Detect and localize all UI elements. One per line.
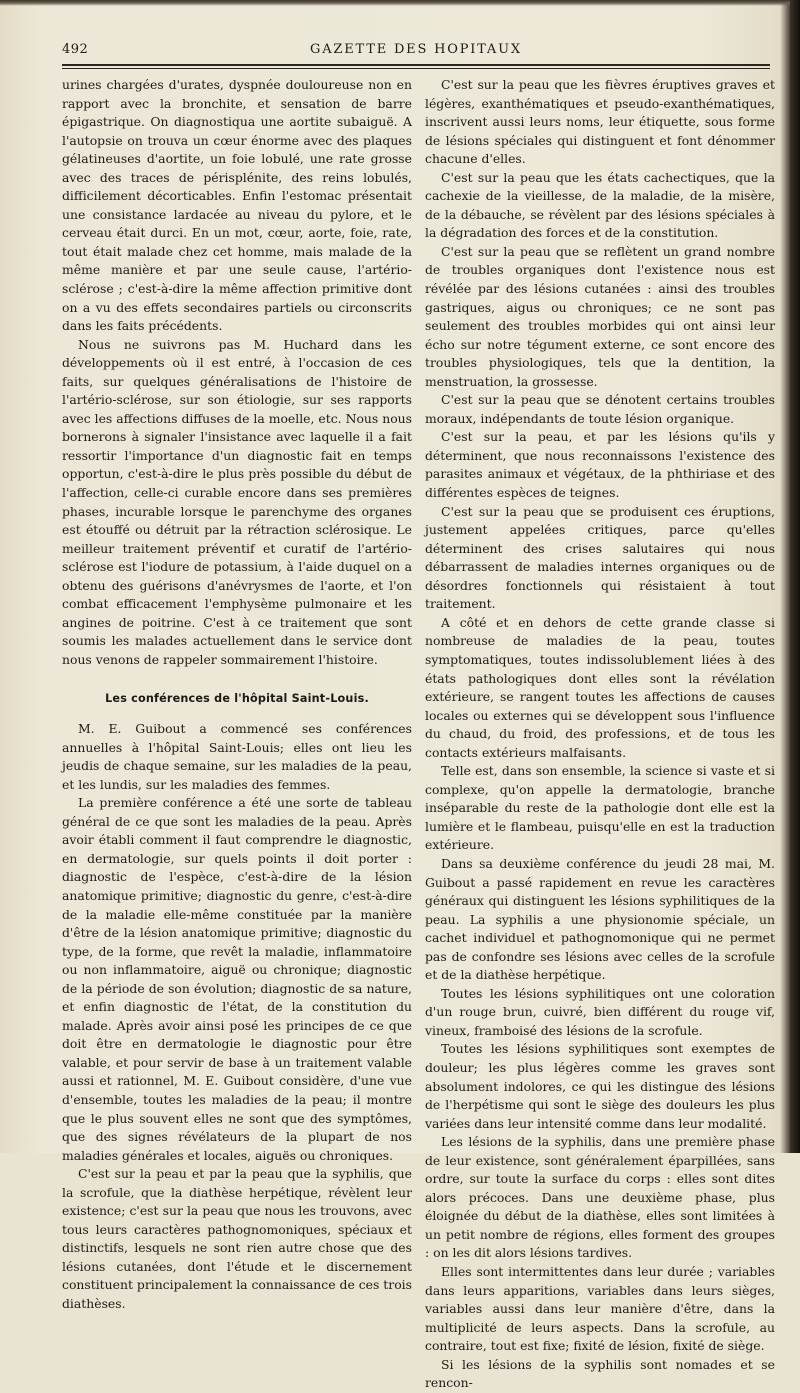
section-title: Les conférences de l'hôpital Saint-Louis.	[105, 691, 369, 705]
paragraph: M. E. Guibout a commencé ses conférences annuelles à l'hôpital Saint-Louis; elles ont lieu les jeudis de chaque semaine, sur les maladies de la peau, et les lundis, sur les maladies des femmes.	[62, 721, 412, 792]
paragraph: C'est sur la peau, et par les lésions qu'ils y déterminent, que nous reconnaissons l'existence des parasites animaux et végétaux, de la phthiriase et des différentes espèces de teignes.	[425, 429, 775, 501]
header-rule-thick	[62, 64, 770, 66]
paragraph: C'est sur la peau et par la peau que la syphilis, que la scrofule, que la diathèse herpétique, révèlent leur existence; c'est sur la peau que nous les trouvons, avec tous leurs caractères pathognomoniques, spéciaux et distinctifs, lesquels ne sont rien autre chose que des lésions cutanées, dont l'étude et le discernement constituent principalement la connaissance de ces trois diathèses.	[62, 1166, 412, 1311]
paragraph: Si les lésions de la syphilis sont nomades et se rencon-	[425, 1356, 775, 1391]
running-title: GAZETTE DES HOPITAUX	[310, 42, 522, 57]
header-rule-thin	[62, 68, 770, 69]
paragraph: C'est sur la peau que se produisent ces éruptions, justement appelées critiques, parce qu'elles déterminent des crises salutaires qui nous débarrassent de maladies internes organiques ou de désordres fonctionnels qui résistaient à tout traitement.	[425, 503, 775, 612]
paragraph: La première conférence a été une sorte de tableau général de ce que sont les maladies de la peau. Après avoir établi comment il faut comprendre le diagnostic, en dermatologie, sur quels points il doit porter : diagnostic de l'espèce, c'est-à-dire de la lésion anatomique primitive; diagnostic du genre, c'est-à-dire de la maladie elle-même constituée par la manière d'être de la lésion anatomique primitive; diagnostic du type, de la forme, que revêt la maladie, inflammatoire ou non inflammatoire, aiguë ou chronique; diagnostic de la période de son évolution; diagnostic de sa nature, et enfin diagnostic de l'état, de la constitution du malade. Après avoir ainsi posé les principes de ce que doit être en dermatologie le diagnostic pour être valable, et pour servir de base à un traitement valable aussi et rationnel, M. E. Guibout considère, d'une vue d'ensemble, toutes les maladies de la peau; il montre que le plus souvent elles ne sont que des symptômes, que des signes révélateurs de la plupart de nos maladies générales et locales, aiguës ou chroniques.	[62, 795, 412, 1163]
paragraph: C'est sur la peau que les fièvres éruptives graves et légères, exanthématiques et pseudo-exanthématiques, inscrivent aussi leurs noms, leur étiquette, sous forme de lésions spéciales qui distinguent et font dénommer chacune d'elles.	[425, 77, 775, 167]
paragraph: C'est sur la peau que se reflètent un grand nombre de troubles organiques dont l'existence nous est révélée par des lésions cutanées : ainsi des troubles gastriques, aigus ou chroniques; ce ne sont pas seulement des troubles morbides qui ont ainsi leur écho sur notre tégument externe, ce sont encore des troubles physiologiques, tels que la dentition, la menstruation, la grossesse.	[425, 243, 775, 389]
left-column	[62, 76, 412, 1314]
paragraph: C'est sur la peau que les états cachectiques, que la cachexie de la vieillesse, de la maladie, de la misère, de la débauche, se révèlent par des lésions spéciales à la dégradation des forces et de la constitution.	[425, 169, 775, 241]
paragraph: urines chargées d'urates, dyspnée douloureuse non en rapport avec la bronchite, et sensation de barre épigastrique. On diagnostiqua une aortite subaiguë. A l'autopsie on trouva un cœur énorme avec des plaques gélatineuses d'aortite, un foie lobulé, une rate grosse avec des traces de périsplénite, des reins lobulés, difficilement décorticables. Enfin l'estomac présentait une consistance lardacée au niveau du pylore, et le cerveau était durci. En un mot, cœur, aorte, foie, rate, tout était malade chez cet homme, mais malade de la même manière et par une seule cause, l'artério-sclérose ; c'est-à-dire la même affection primitive dont on a vu des effets secondaires partiels ou circonscrits dans les faits précédents.	[62, 77, 412, 334]
page-header	[62, 42, 770, 62]
paragraph: Telle est, dans son ensemble, la science si vaste et si complexe, qu'on appelle la dermatologie, branche inséparable du reste de la pathologie dont elle est la lumière et le flambeau, puisqu'elle en est la traduction extérieure.	[425, 763, 775, 853]
page-number: 492	[62, 42, 89, 57]
paragraph: Toutes les lésions syphilitiques sont exemptes de douleur; les plus légères comme les graves sont absolument indolores, ce qui les distingue des lésions de l'herpétisme qui sont le siège des douleurs les plus variées dans leur intensité comme dans leur modalité.	[425, 1041, 775, 1131]
paragraph: Toutes les lésions syphilitiques ont une coloration d'un rouge brun, cuivré, bien différent du rouge vif, vineux, framboisé des lésions de la scrofule.	[425, 985, 775, 1038]
paragraph: A côté et en dehors de cette grande classe si nombreuse de maladies de la peau, toutes symptomatiques, toutes indissolublement liées à des états pathologiques dont elles sont la révélation extérieure, se rangent toutes les affections de causes locales ou externes qui se développent sous l'influence du chaud, du froid, des professions, et de tous les contacts extérieurs malfaisants.	[425, 614, 775, 760]
paragraph: C'est sur la peau que se dénotent certains troubles moraux, indépendants de toute lésion organique.	[425, 392, 775, 426]
paragraph: Les lésions de la syphilis, dans une première phase de leur existence, sont généralement éparpillées, sans ordre, sur toute la surface du corps : elles sont dites alors précoces. Dans une deuxième phase, plus éloignée du début de la diathèse, elles sont limitées à un petit nombre de régions, elles forment des groupes : on les dit alors lésions tardives.	[425, 1134, 775, 1261]
paragraph: Elles sont intermittentes dans leur durée ; variables dans leurs apparitions, variables dans leurs sièges, variables aussi dans leur manière d'être, dans la multiplicité de leurs aspects. Dans la scrofule, au contraire, tout est fixe; fixité de lésion, fixité de siège.	[425, 1264, 775, 1354]
binding-shadow	[790, 0, 800, 1153]
right-column	[425, 76, 775, 1393]
paragraph: Dans sa deuxième conférence du jeudi 28 mai, M. Guibout a passé rapidement en revue les caractères généraux qui distinguent les lésions syphilitiques de la peau. La syphilis a une physionomie spéciale, un cachet individuel et pathognomonique qui ne permet pas de confondre ses lésions avec celles de la scrofule et de la diathèse herpétique.	[425, 855, 775, 983]
page-top-edge	[0, 0, 800, 6]
paragraph: Nous ne suivrons pas M. Huchard dans les développements où il est entré, à l'occasion de ces faits, sur quelques généralisations de l'histoire de l'artério-sclérose, sur son étiologie, sur ses rapports avec les affections diffuses de la moelle, etc. Nous nous bornerons à signaler l'insistance avec laquelle il a fait ressortir l'importance d'un diagnostic fait en temps opportun, c'est-à-dire le plus près possible du début de l'affection, celle-ci curable encore dans ses premières phases, incurable lorsque le parenchyme des organes est étouffé ou détruit par la rétraction sclérosique. Le meilleur traitement préventif et curatif de l'artério-sclérose est l'iodure de potassium, à l'aide duquel on a obtenu des guérisons d'anévrysmes de l'aorte, et l'on combat efficacement l'emphysème pulmonaire et les angines de poitrine. C'est à ce traitement que sont soumis les malades actuellement dans le service dont nous venons de rappeler sommairement l'histoire.	[62, 336, 412, 667]
